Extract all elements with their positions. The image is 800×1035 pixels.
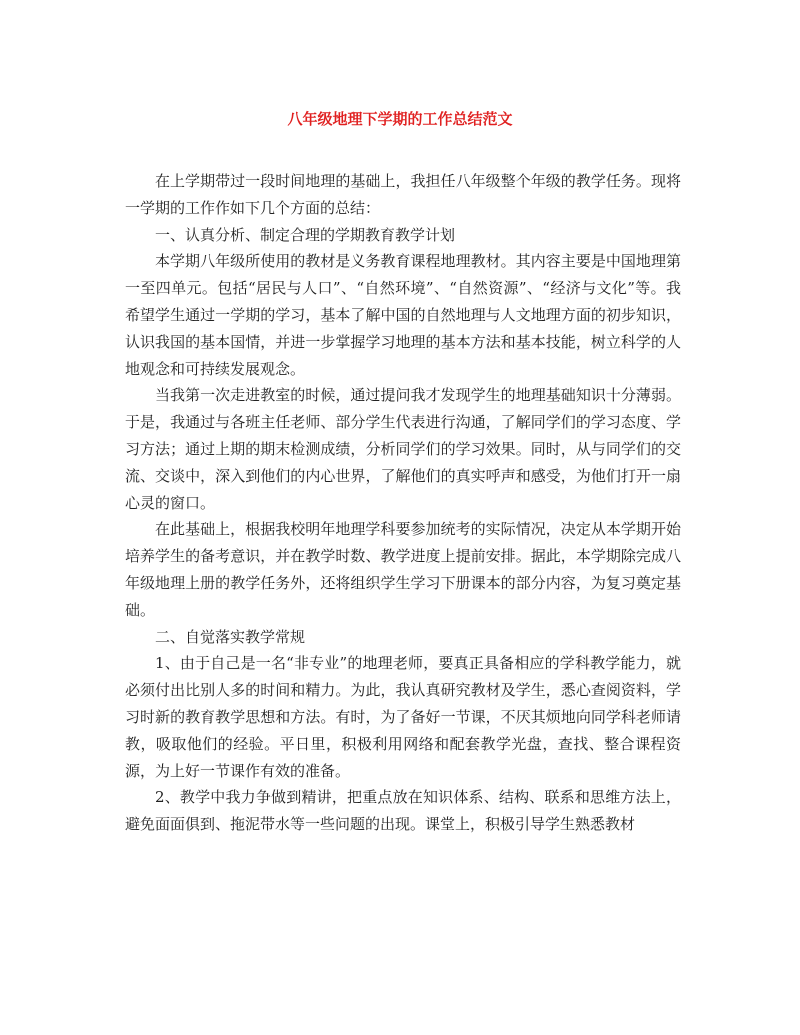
document-title: 八年级地理下学期的工作总结范文 — [287, 110, 513, 128]
paragraph-first-class: 当我第一次走进教室的时候，通过提问我才发现学生的地理基础知识十分薄弱。于是，我通过与各班主任老师、部分学生代表进行沟通，了解同学们的学习态度、学习方法；通过上期的期末检测成绩，分析同学们的学习效果。同时，从与同学们的交流、交谈中，深入到他们的内心世界，了解他们的真实呼声和感受，为他们打开一扇心灵的窗口。 — [125, 386, 681, 512]
paragraph-point-1: 1、由于自己是一名“非专业”的地理老师，要真正具备相应的学科教学能力，就必须付出比别人多的时间和精力。为此，我认真研究教材及学生，悉心查阅资料，学习时新的教育教学思想和方法。有时，为了备好一节课，不厌其烦地向同学科老师请教，吸取他们的经验。平日里，积极利用网络和配套教学光盘，查找、整合课程资源，为上好一节课作有效的准备。 — [125, 654, 681, 780]
paragraph-plan: 在此基础上，根据我校明年地理学科要参加统考的实际情况，决定从本学期开始培养学生的备考意识，并在教学时数、教学进度上提前安排。据此，本学期除完成八年级地理上册的教学任务外，还将组织学生学习下册课本的部分内容，为复习奠定基础。 — [125, 520, 681, 619]
paragraph-textbook: 本学期八年级所使用的教材是义务教育课程地理教材。其内容主要是中国地理第一至四单元。包括“居民与人口”、“自然环境”、“自然资源”、“经济与文化”等。我希望学生通过一学期的学习，基本了解中国的自然地理与人文地理方面的初步知识，认识我国的基本国情，并进一步掌握学习地理的基本方法和基本技能，树立科学的人地观念和可持续发展观念。 — [125, 252, 681, 378]
section-heading-1: 一、认真分析、制定合理的学期教育教学计划 — [155, 225, 456, 244]
section-heading-2: 二、自觉落实教学常规 — [155, 627, 306, 646]
paragraph-point-2: 2、教学中我力争做到精讲，把重点放在知识体系、结构、联系和思维方法上，避免面面俱到、拖泥带水等一些问题的出现。课堂上，积极引导学生熟悉教材 — [125, 788, 681, 834]
document-body — [125, 168, 681, 838]
paragraph-intro: 在上学期带过一段时间地理的基础上，我担任八年级整个年级的教学任务。现将一学期的工作作如下几个方面的总结： — [125, 172, 681, 217]
